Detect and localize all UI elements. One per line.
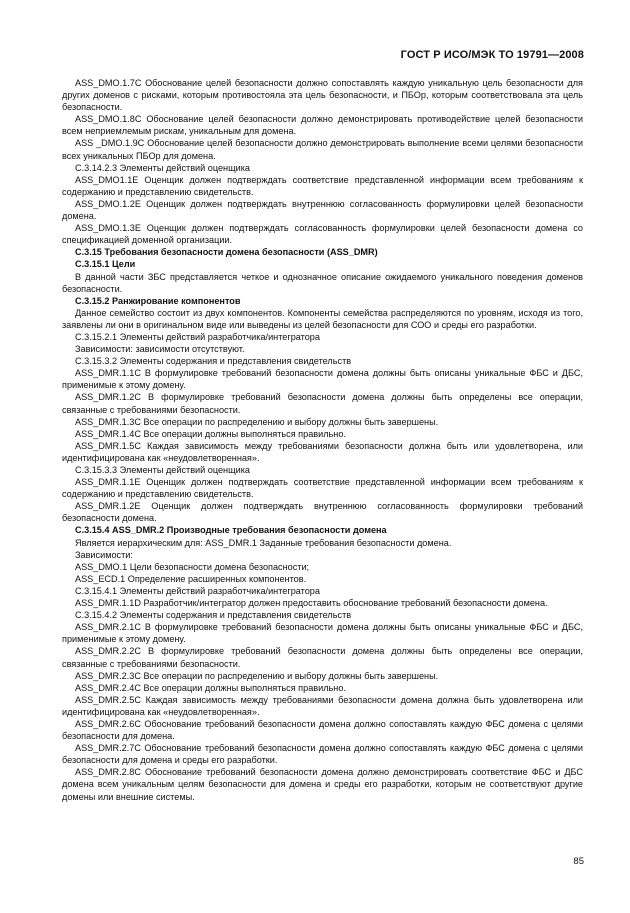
page-number: 85 bbox=[573, 856, 584, 867]
paragraph: ASS _DMO.1.9С Обоснование целей безопасности должно демонстрировать выполнение всеми целями безопасности всех уникальных ПБОр для домена. bbox=[62, 138, 583, 161]
paragraph: ASS_DMR.1.2С В формулировке требований безопасности домена должны быть определены все операции, связанные с требованиями безопасности. bbox=[62, 392, 583, 415]
section-heading: С.3.15 Требования безопасности домена безопасности (ASS_DMR) bbox=[75, 247, 378, 258]
section-heading: С.3.15.4 ASS_DMR.2 Производные требования безопасности домена bbox=[75, 525, 387, 536]
document-body bbox=[62, 77, 583, 803]
paragraph: ASS_DMO1.1Е Оценщик должен подтверждать соответствие представленной информации всем требованиям к содержанию и представлению свидетельств. bbox=[62, 174, 583, 197]
paragraph: ASS_DMR.2.2С В формулировке требований безопасности домена должны быть определены все операции, связанные с требованиями безопасности. bbox=[62, 646, 583, 669]
paragraph: ASS_DMR.2.8С Обоснование требований безопасности домена должно демонстрировать соответствие ФБС и ДБС домена всем уникальным целям безопасности для домена и среды его разработки, которым не соответствуют другие домены или внешние системы. bbox=[62, 767, 583, 802]
paragraph: ASS_DMR.2.4С Все операции должны выполняться правильно. bbox=[75, 682, 346, 693]
paragraph: ASS_DMR.1.1Е Оценщик должен подтверждать соответствие представленной информации всем требованиям к содержанию и представлению свидетельств. bbox=[62, 477, 583, 500]
paragraph: ASS_DMR.2.3С Все операции по распределению и выбору должны быть завершены. bbox=[75, 670, 439, 681]
paragraph: ASS_DMR.1.3С Все операции по распределению и выбору должны быть завершены. bbox=[75, 416, 439, 427]
paragraph: ASS_DMR.1.4С Все операции должны выполняться правильно. bbox=[75, 428, 346, 439]
paragraph: С.3.15.3.3 Элементы действий оценщика bbox=[75, 465, 250, 475]
paragraph: ASS_DMR.2.6С Обоснование требований безопасности домена должно сопоставлять каждую ФБС домена с целями безопасности для домена. bbox=[62, 718, 583, 742]
section-heading: С.3.15.1 Цели bbox=[75, 259, 136, 270]
paragraph: ASS_DMR.2.7С Обоснование требований безопасности домена должно сопоставлять каждую ФБС домена с целями безопасности для домена и среды его разработки. bbox=[62, 743, 583, 766]
section-heading: С.3.15.2 Ранжирование компонентов bbox=[75, 295, 241, 306]
paragraph: Является иерархическим для: ASS_DMR.1 Заданные требования безопасности домена. bbox=[75, 537, 452, 548]
paragraph: С.3.15.4.2 Элементы содержания и представления свидетельств bbox=[75, 610, 352, 621]
paragraph: ASS_DMR.2.5С Каждая зависимость между требованиями безопасности домена должна быть удовлетворена или идентифицирована как «неудовлетворенная». bbox=[62, 694, 583, 717]
paragraph: ASS_DMR.1.1С В формулировке требований безопасности домена должны быть описаны уникальные ФБС и ДБС, применимые к этому домену. bbox=[62, 368, 583, 391]
paragraph: Зависимости: зависимости отсутствуют. bbox=[75, 344, 245, 355]
paragraph: ASS_DMO.1.8С Обоснование целей безопасности должно демонстрировать противодействие целей безопасности всем неприемлемым рискам, уникальным для домена. bbox=[62, 114, 583, 137]
paragraph: ASS_DMO.1.7С Обоснование целей безопасности должно сопоставлять каждую уникальную цель безопасности для других доменов с рисками, которым противостояла эта цель безопасности, и ПБОр, которым соответствовала эта цель безопасности. bbox=[62, 78, 583, 113]
paragraph: ASS_ECD.1 Определение расширенных компонентов. bbox=[75, 573, 307, 584]
paragraph: ASS_DMR.1.5С Каждая зависимость между требованиями безопасности должна быть или удовлетворена, или идентифицирована как «неудовлетворенная». bbox=[62, 440, 583, 463]
paragraph: ASS_DMR.1.2Е Оценщик должен подтверждать внутреннюю согласованность формулировки требований безопасности домена. bbox=[62, 501, 583, 524]
paragraph: С.3.15.4.1 Элементы действий разработчика/интегратора bbox=[75, 585, 320, 596]
paragraph: С.3.15.3.2 Элементы содержания и представления свидетельств bbox=[75, 356, 352, 367]
paragraph: В данной части ЗБС представляется четкое и однозначное описание ожидаемого уникального поведения доменов безопасности. bbox=[62, 271, 583, 294]
page-header-doc-code: ГОСТ Р ИСО/МЭК ТО 19791—2008 bbox=[400, 49, 584, 61]
paragraph: С.3.14.2.3 Элементы действий оценщика bbox=[75, 162, 250, 173]
paragraph: С.3.15.2.1 Элементы действий разработчика/интегратора bbox=[75, 331, 320, 342]
paragraph: ASS_DMO.1.3Е Оценщик должен подтверждать согласованность формулировки целей безопасности домена со спецификацией доменной организации. bbox=[62, 223, 583, 246]
paragraph: Данное семейство состоит из двух компонентов. Компоненты семейства распределяются по уровням, исходя из того, заявлены ли они в оригинальном виде или выведены из целей безопасности для СОО и среды его разработки. bbox=[62, 307, 583, 330]
paragraph: ASS_DMR.1.1D Разработчик/интегратор должен предоставить обоснование требований безопасности домена. bbox=[75, 598, 548, 609]
paragraph: ASS_DMR.2.1С В формулировке требований безопасности домена должны быть описаны уникальные ФБС и ДБС, применимые к этому домену. bbox=[62, 622, 583, 645]
paragraph: Зависимости: bbox=[75, 549, 133, 560]
paragraph: ASS_DMO.1.2Е Оценщик должен подтверждать внутреннюю согласованность формулировки целей безопасности домена. bbox=[62, 198, 583, 222]
paragraph: ASS_DMO.1 Цели безопасности домена безопасности; bbox=[75, 561, 310, 572]
